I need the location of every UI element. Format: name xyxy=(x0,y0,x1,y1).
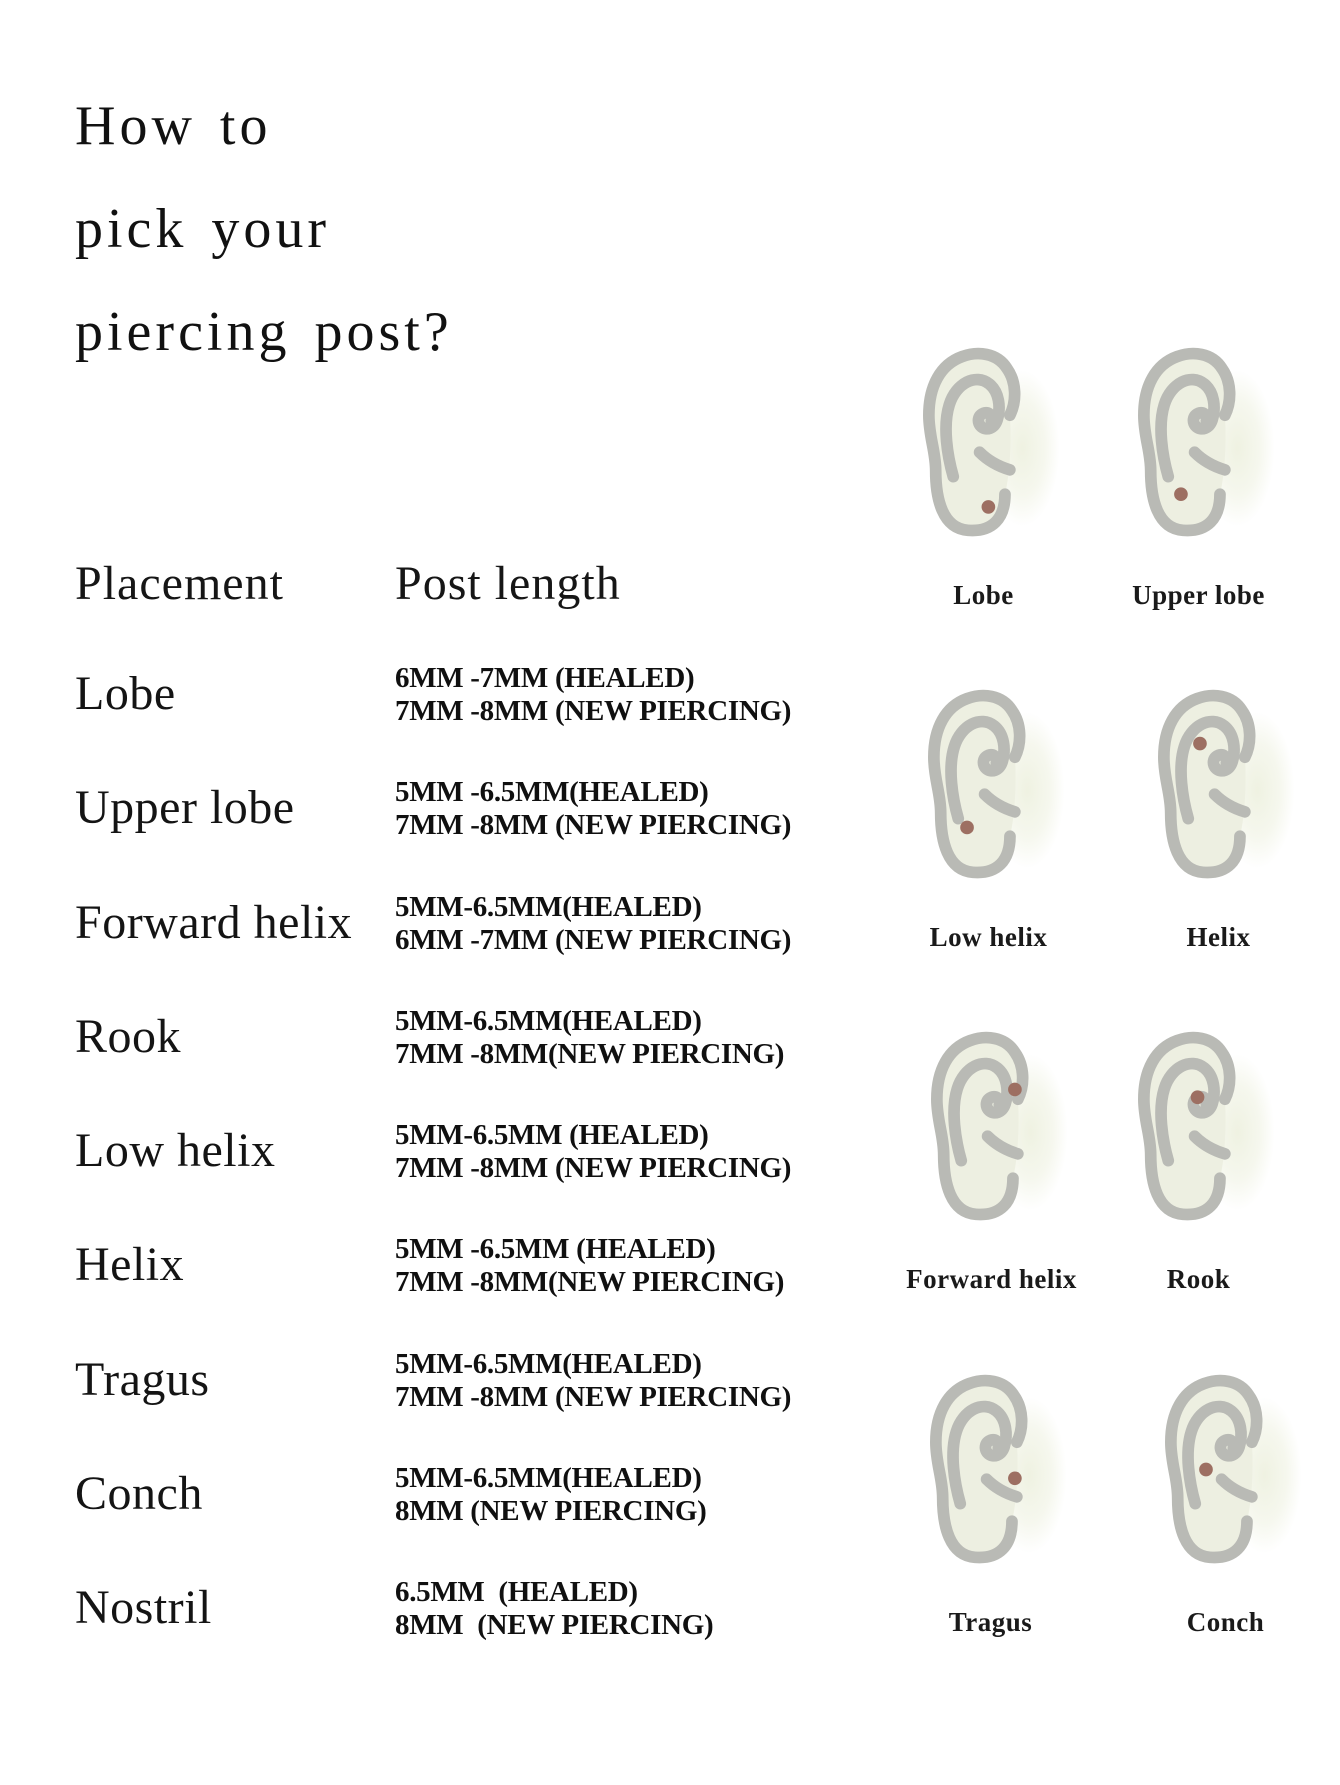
table-row xyxy=(75,1117,815,1217)
new-piercing-size: 7MM -8MM(NEW PIERCING) xyxy=(395,1266,785,1298)
title-line-2: pick your xyxy=(75,198,331,260)
post-length-values xyxy=(395,1576,713,1642)
ear-icon xyxy=(923,1027,1060,1227)
title-line-1: How to xyxy=(75,95,272,157)
placement-name: Rook xyxy=(75,1010,182,1063)
post-length-values xyxy=(395,1005,784,1071)
ear-diagram-rook xyxy=(1130,1027,1267,1307)
piercing-dot xyxy=(1008,1471,1022,1485)
post-length-values xyxy=(395,891,791,957)
healed-size: 5MM-6.5MM (HEALED) xyxy=(395,1119,709,1151)
post-length-values xyxy=(395,1348,791,1414)
table-row xyxy=(75,1231,815,1331)
ear-caption: Upper lobe xyxy=(1132,580,1265,610)
table-row xyxy=(75,660,815,760)
healed-size: 5MM-6.5MM(HEALED) xyxy=(395,1005,702,1037)
healed-size: 5MM -6.5MM (HEALED) xyxy=(395,1233,716,1265)
title-line-3: piercing post? xyxy=(75,301,453,363)
placement-column-header: Placement xyxy=(75,557,284,610)
new-piercing-size: 6MM -7MM (NEW PIERCING) xyxy=(395,924,792,956)
ear-caption: Low helix xyxy=(929,922,1048,952)
piercing-dot xyxy=(1174,487,1188,501)
ear-diagram-tragus xyxy=(922,1370,1059,1650)
new-piercing-size: 7MM -8MM (NEW PIERCING) xyxy=(395,1381,792,1413)
post-length-values xyxy=(395,1462,706,1528)
placement-name: Nostril xyxy=(75,1581,212,1634)
ear-diagram-forward-helix xyxy=(906,1027,1077,1307)
ear-diagram-low-helix xyxy=(920,685,1057,965)
ear-caption: Tragus xyxy=(948,1607,1033,1637)
new-piercing-size: 7MM -8MM (NEW PIERCING) xyxy=(395,809,792,841)
table-row xyxy=(75,1574,815,1674)
ear-icon xyxy=(1130,1027,1267,1227)
ear-icon xyxy=(1130,343,1267,543)
placement-name: Upper lobe xyxy=(75,781,295,834)
ear-diagram-conch xyxy=(1157,1370,1294,1650)
new-piercing-size: 8MM (NEW PIERCING) xyxy=(395,1609,714,1641)
ear-icon xyxy=(915,343,1052,543)
healed-size: 5MM-6.5MM(HEALED) xyxy=(395,891,702,923)
placement-name: Conch xyxy=(75,1467,203,1520)
ear-diagram-lobe xyxy=(915,343,1052,623)
placement-name: Helix xyxy=(75,1238,185,1291)
healed-size: 6MM -7MM (HEALED) xyxy=(395,662,695,694)
ear-caption: Conch xyxy=(1186,1607,1265,1637)
ear-caption: Forward helix xyxy=(906,1264,1077,1294)
piercing-dot xyxy=(1193,737,1207,751)
table-row xyxy=(75,774,815,874)
new-piercing-size: 7MM -8MM(NEW PIERCING) xyxy=(395,1038,785,1070)
new-piercing-size: 8MM (NEW PIERCING) xyxy=(395,1495,707,1527)
ear-diagram-upper-lobe xyxy=(1130,343,1267,623)
ear-icon xyxy=(1150,685,1287,885)
placement-name: Forward helix xyxy=(75,896,353,949)
piercing-dot xyxy=(1199,1463,1213,1477)
piercing-dot xyxy=(982,500,996,514)
placement-name: Tragus xyxy=(75,1353,210,1406)
piercing-dot xyxy=(1191,1090,1205,1104)
placement-name: Lobe xyxy=(75,667,176,720)
healed-size: 5MM-6.5MM(HEALED) xyxy=(395,1462,702,1494)
table-row xyxy=(75,1003,815,1103)
ear-caption: Lobe xyxy=(953,580,1014,610)
ear-diagram-helix xyxy=(1150,685,1287,965)
piercing-dot xyxy=(1008,1083,1022,1097)
post-length-values xyxy=(395,1119,791,1185)
new-piercing-size: 7MM -8MM (NEW PIERCING) xyxy=(395,1152,792,1184)
placement-name: Low helix xyxy=(75,1124,276,1177)
healed-size: 5MM-6.5MM(HEALED) xyxy=(395,1348,702,1380)
post-length-column-header: Post length xyxy=(395,557,621,610)
new-piercing-size: 7MM -8MM (NEW PIERCING) xyxy=(395,695,792,727)
ear-icon xyxy=(922,1370,1059,1570)
healed-size: 5MM -6.5MM(HEALED) xyxy=(395,776,709,808)
ear-caption: Rook xyxy=(1166,1264,1231,1294)
table-row xyxy=(75,1346,815,1446)
post-length-values xyxy=(395,1233,784,1299)
ear-icon xyxy=(920,685,1057,885)
piercing-dot xyxy=(960,821,974,835)
table-row xyxy=(75,889,815,989)
post-length-values xyxy=(395,776,791,842)
post-length-values xyxy=(395,662,791,728)
ear-icon xyxy=(1157,1370,1294,1570)
table-row xyxy=(75,1460,815,1560)
healed-size: 6.5MM (HEALED) xyxy=(395,1576,638,1608)
ear-caption: Helix xyxy=(1186,922,1251,952)
